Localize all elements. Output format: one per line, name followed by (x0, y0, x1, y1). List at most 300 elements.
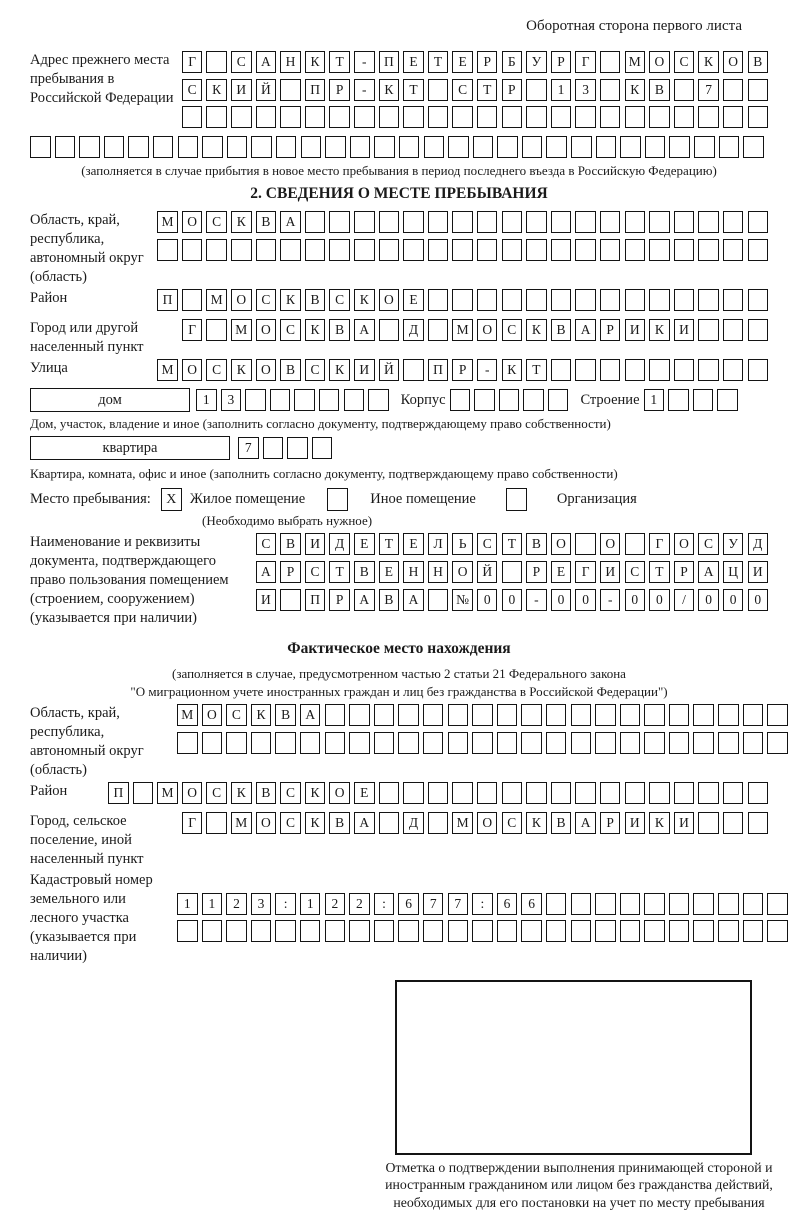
char-cell[interactable] (428, 319, 449, 341)
stay-type-checkbox-organization[interactable] (506, 488, 527, 511)
char-cell[interactable] (522, 136, 543, 158)
char-cell[interactable] (723, 782, 744, 804)
char-cell[interactable]: Р (600, 319, 621, 341)
prev-address-row-3[interactable] (177, 106, 768, 128)
char-cell[interactable] (674, 782, 695, 804)
char-cell[interactable]: В (256, 782, 277, 804)
char-cell[interactable]: О (231, 289, 252, 311)
char-cell[interactable]: : (374, 893, 395, 915)
char-cell[interactable] (403, 239, 424, 261)
char-cell[interactable] (644, 704, 665, 726)
char-cell[interactable]: Й (256, 79, 277, 101)
char-cell[interactable] (625, 533, 646, 555)
char-cell[interactable] (329, 211, 350, 233)
char-cell[interactable]: К (625, 79, 646, 101)
char-cell[interactable] (325, 732, 346, 754)
char-cell[interactable] (206, 106, 227, 128)
char-cell[interactable]: К (526, 319, 547, 341)
char-cell[interactable]: 0 (698, 589, 719, 611)
char-cell[interactable]: В (551, 812, 572, 834)
char-cell[interactable] (398, 704, 419, 726)
char-cell[interactable] (521, 704, 542, 726)
char-cell[interactable]: С (698, 533, 719, 555)
char-cell[interactable]: Т (649, 561, 670, 583)
char-cell[interactable] (251, 136, 272, 158)
char-cell[interactable] (499, 389, 520, 411)
char-cell[interactable] (452, 239, 473, 261)
stay-type-checkbox-other-premises[interactable] (327, 488, 348, 511)
char-cell[interactable]: К (379, 79, 400, 101)
char-cell[interactable] (206, 319, 227, 341)
char-cell[interactable]: 1 (300, 893, 321, 915)
char-cell[interactable] (551, 782, 572, 804)
char-cell[interactable]: М (231, 319, 252, 341)
char-cell[interactable] (718, 920, 739, 942)
char-cell[interactable] (644, 732, 665, 754)
char-cell[interactable]: Р (674, 561, 695, 583)
char-cell[interactable]: О (477, 319, 498, 341)
char-cell[interactable] (428, 106, 449, 128)
char-cell[interactable]: М (625, 51, 646, 73)
char-cell[interactable] (723, 289, 744, 311)
house-number-row[interactable] (196, 389, 389, 411)
char-cell[interactable]: М (206, 289, 227, 311)
char-cell[interactable]: О (256, 319, 277, 341)
char-cell[interactable] (718, 732, 739, 754)
char-cell[interactable] (693, 704, 714, 726)
char-cell[interactable] (748, 289, 769, 311)
char-cell[interactable]: 2 (349, 893, 370, 915)
char-cell[interactable] (521, 920, 542, 942)
char-cell[interactable] (403, 359, 424, 381)
char-cell[interactable] (625, 782, 646, 804)
char-cell[interactable] (256, 106, 277, 128)
char-cell[interactable] (723, 319, 744, 341)
char-cell[interactable] (649, 239, 670, 261)
char-cell[interactable]: Е (452, 51, 473, 73)
char-cell[interactable]: 2 (226, 893, 247, 915)
char-cell[interactable]: П (108, 782, 129, 804)
char-cell[interactable]: О (723, 51, 744, 73)
char-cell[interactable]: В (280, 359, 301, 381)
char-cell[interactable] (349, 704, 370, 726)
char-cell[interactable] (502, 106, 523, 128)
char-cell[interactable]: М (157, 782, 178, 804)
char-cell[interactable] (206, 51, 227, 73)
char-cell[interactable]: С (206, 359, 227, 381)
char-cell[interactable] (546, 920, 567, 942)
char-cell[interactable]: 7 (448, 893, 469, 915)
char-cell[interactable] (428, 239, 449, 261)
char-cell[interactable] (767, 920, 788, 942)
char-cell[interactable] (300, 920, 321, 942)
char-cell[interactable]: С (625, 561, 646, 583)
char-cell[interactable] (575, 533, 596, 555)
char-cell[interactable] (448, 704, 469, 726)
char-cell[interactable] (649, 289, 670, 311)
char-cell[interactable] (276, 136, 297, 158)
char-cell[interactable] (153, 136, 174, 158)
char-cell[interactable]: - (354, 79, 375, 101)
city-row[interactable] (177, 319, 768, 341)
char-cell[interactable]: М (452, 812, 473, 834)
char-cell[interactable] (596, 136, 617, 158)
char-cell[interactable] (79, 136, 100, 158)
char-cell[interactable] (305, 211, 326, 233)
actual-city-row[interactable] (177, 812, 768, 834)
char-cell[interactable] (526, 289, 547, 311)
char-cell[interactable]: К (305, 782, 326, 804)
char-cell[interactable] (620, 920, 641, 942)
char-cell[interactable]: К (231, 359, 252, 381)
char-cell[interactable] (645, 136, 666, 158)
char-cell[interactable] (379, 106, 400, 128)
char-cell[interactable]: В (305, 289, 326, 311)
char-cell[interactable]: П (379, 51, 400, 73)
char-cell[interactable]: Т (502, 533, 523, 555)
char-cell[interactable] (424, 136, 445, 158)
char-cell[interactable]: Й (477, 561, 498, 583)
char-cell[interactable] (723, 211, 744, 233)
prev-address-row-1[interactable] (177, 51, 768, 73)
char-cell[interactable] (280, 106, 301, 128)
char-cell[interactable]: С (674, 51, 695, 73)
char-cell[interactable]: Е (354, 782, 375, 804)
char-cell[interactable] (280, 239, 301, 261)
char-cell[interactable] (477, 211, 498, 233)
char-cell[interactable] (521, 732, 542, 754)
char-cell[interactable] (669, 732, 690, 754)
char-cell[interactable] (477, 239, 498, 261)
char-cell[interactable]: Г (182, 319, 203, 341)
char-cell[interactable]: О (452, 561, 473, 583)
char-cell[interactable]: : (275, 893, 296, 915)
char-cell[interactable] (231, 106, 252, 128)
char-cell[interactable]: 7 (238, 437, 259, 459)
char-cell[interactable]: Е (379, 561, 400, 583)
char-cell[interactable] (625, 239, 646, 261)
char-cell[interactable]: 6 (497, 893, 518, 915)
char-cell[interactable]: Р (477, 51, 498, 73)
char-cell[interactable] (349, 732, 370, 754)
char-cell[interactable] (595, 732, 616, 754)
char-cell[interactable]: Е (403, 289, 424, 311)
char-cell[interactable] (723, 812, 744, 834)
char-cell[interactable]: Р (600, 812, 621, 834)
char-cell[interactable] (428, 211, 449, 233)
char-cell[interactable] (674, 239, 695, 261)
char-cell[interactable] (526, 79, 547, 101)
char-cell[interactable] (575, 782, 596, 804)
char-cell[interactable] (551, 106, 572, 128)
char-cell[interactable] (231, 239, 252, 261)
char-cell[interactable] (669, 920, 690, 942)
char-cell[interactable] (301, 136, 322, 158)
char-cell[interactable]: Г (575, 51, 596, 73)
char-cell[interactable] (748, 239, 769, 261)
char-cell[interactable] (600, 239, 621, 261)
char-cell[interactable] (502, 211, 523, 233)
char-cell[interactable]: С (452, 79, 473, 101)
char-cell[interactable] (428, 289, 449, 311)
char-cell[interactable] (452, 782, 473, 804)
char-cell[interactable] (620, 732, 641, 754)
char-cell[interactable] (305, 239, 326, 261)
char-cell[interactable] (748, 106, 769, 128)
char-cell[interactable]: № (452, 589, 473, 611)
char-cell[interactable]: М (452, 319, 473, 341)
char-cell[interactable] (546, 893, 567, 915)
char-cell[interactable]: О (649, 51, 670, 73)
char-cell[interactable]: К (231, 211, 252, 233)
char-cell[interactable]: В (649, 79, 670, 101)
char-cell[interactable]: В (329, 812, 350, 834)
char-cell[interactable]: И (600, 561, 621, 583)
char-cell[interactable]: С (280, 782, 301, 804)
char-cell[interactable]: А (300, 704, 321, 726)
char-cell[interactable]: И (231, 79, 252, 101)
char-cell[interactable]: А (403, 589, 424, 611)
char-cell[interactable] (379, 239, 400, 261)
char-cell[interactable]: В (354, 561, 375, 583)
char-cell[interactable]: Р (551, 51, 572, 73)
char-cell[interactable] (474, 389, 495, 411)
char-cell[interactable] (698, 211, 719, 233)
char-cell[interactable] (600, 211, 621, 233)
char-cell[interactable] (668, 389, 689, 411)
char-cell[interactable] (251, 920, 272, 942)
char-cell[interactable] (551, 289, 572, 311)
char-cell[interactable] (398, 732, 419, 754)
char-cell[interactable] (319, 389, 340, 411)
char-cell[interactable] (329, 239, 350, 261)
char-cell[interactable] (748, 812, 769, 834)
cadastral-row-1[interactable] (177, 893, 788, 915)
char-cell[interactable] (723, 79, 744, 101)
char-cell[interactable]: А (698, 561, 719, 583)
char-cell[interactable]: К (649, 812, 670, 834)
char-cell[interactable]: Т (526, 359, 547, 381)
char-cell[interactable]: Р (329, 79, 350, 101)
char-cell[interactable]: К (329, 359, 350, 381)
char-cell[interactable] (300, 732, 321, 754)
char-cell[interactable] (767, 732, 788, 754)
char-cell[interactable] (177, 732, 198, 754)
char-cell[interactable]: Е (403, 51, 424, 73)
char-cell[interactable] (128, 136, 149, 158)
char-cell[interactable]: Т (329, 561, 350, 583)
char-cell[interactable] (379, 211, 400, 233)
char-cell[interactable]: 6 (521, 893, 542, 915)
char-cell[interactable]: П (428, 359, 449, 381)
char-cell[interactable]: А (256, 561, 277, 583)
char-cell[interactable]: 2 (325, 893, 346, 915)
char-cell[interactable]: Т (329, 51, 350, 73)
char-cell[interactable] (226, 920, 247, 942)
char-cell[interactable] (251, 732, 272, 754)
char-cell[interactable]: И (674, 812, 695, 834)
char-cell[interactable] (719, 136, 740, 158)
char-cell[interactable] (620, 136, 641, 158)
char-cell[interactable] (206, 239, 227, 261)
char-cell[interactable] (551, 359, 572, 381)
char-cell[interactable]: В (551, 319, 572, 341)
apartment-type-box[interactable]: квартира (30, 436, 230, 460)
char-cell[interactable]: Н (428, 561, 449, 583)
char-cell[interactable]: К (305, 51, 326, 73)
char-cell[interactable] (698, 239, 719, 261)
char-cell[interactable] (256, 239, 277, 261)
char-cell[interactable] (571, 920, 592, 942)
char-cell[interactable] (428, 79, 449, 101)
char-cell[interactable] (625, 359, 646, 381)
char-cell[interactable]: 7 (698, 79, 719, 101)
char-cell[interactable] (693, 732, 714, 754)
document-row-3[interactable] (248, 589, 768, 611)
char-cell[interactable] (748, 359, 769, 381)
char-cell[interactable] (743, 732, 764, 754)
char-cell[interactable]: 0 (551, 589, 572, 611)
char-cell[interactable]: - (526, 589, 547, 611)
char-cell[interactable]: О (477, 812, 498, 834)
char-cell[interactable] (649, 106, 670, 128)
char-cell[interactable]: А (280, 211, 301, 233)
char-cell[interactable]: Г (649, 533, 670, 555)
char-cell[interactable] (477, 782, 498, 804)
char-cell[interactable] (30, 136, 51, 158)
char-cell[interactable]: Т (403, 79, 424, 101)
char-cell[interactable]: А (354, 319, 375, 341)
char-cell[interactable] (403, 211, 424, 233)
char-cell[interactable]: К (251, 704, 272, 726)
char-cell[interactable]: Р (452, 359, 473, 381)
char-cell[interactable] (275, 920, 296, 942)
char-cell[interactable] (452, 211, 473, 233)
char-cell[interactable] (502, 782, 523, 804)
char-cell[interactable]: 0 (477, 589, 498, 611)
char-cell[interactable] (649, 782, 670, 804)
char-cell[interactable]: О (256, 812, 277, 834)
char-cell[interactable] (379, 782, 400, 804)
char-cell[interactable]: - (354, 51, 375, 73)
cadastral-row-2[interactable] (177, 920, 788, 942)
char-cell[interactable] (649, 359, 670, 381)
char-cell[interactable] (767, 893, 788, 915)
char-cell[interactable] (717, 389, 738, 411)
char-cell[interactable]: 0 (575, 589, 596, 611)
char-cell[interactable]: П (157, 289, 178, 311)
char-cell[interactable] (748, 211, 769, 233)
char-cell[interactable] (743, 920, 764, 942)
char-cell[interactable] (674, 106, 695, 128)
char-cell[interactable] (368, 389, 389, 411)
char-cell[interactable]: Р (526, 561, 547, 583)
actual-region-row-2[interactable] (177, 732, 788, 754)
char-cell[interactable]: О (182, 782, 203, 804)
char-cell[interactable] (649, 211, 670, 233)
char-cell[interactable] (477, 289, 498, 311)
char-cell[interactable] (743, 136, 764, 158)
char-cell[interactable] (325, 704, 346, 726)
char-cell[interactable] (472, 704, 493, 726)
char-cell[interactable]: И (305, 533, 326, 555)
char-cell[interactable]: Р (502, 79, 523, 101)
char-cell[interactable] (698, 359, 719, 381)
char-cell[interactable] (526, 782, 547, 804)
char-cell[interactable] (227, 136, 248, 158)
char-cell[interactable]: С (477, 533, 498, 555)
char-cell[interactable] (595, 893, 616, 915)
char-cell[interactable]: В (526, 533, 547, 555)
char-cell[interactable] (275, 732, 296, 754)
char-cell[interactable] (202, 920, 223, 942)
apartment-number-row[interactable] (238, 437, 332, 459)
char-cell[interactable] (55, 136, 76, 158)
char-cell[interactable] (423, 920, 444, 942)
char-cell[interactable] (423, 732, 444, 754)
char-cell[interactable]: В (379, 589, 400, 611)
char-cell[interactable] (226, 732, 247, 754)
char-cell[interactable] (595, 920, 616, 942)
char-cell[interactable]: С (502, 812, 523, 834)
char-cell[interactable] (428, 782, 449, 804)
char-cell[interactable] (575, 211, 596, 233)
char-cell[interactable] (674, 289, 695, 311)
char-cell[interactable]: 0 (649, 589, 670, 611)
char-cell[interactable] (600, 79, 621, 101)
char-cell[interactable] (575, 239, 596, 261)
char-cell[interactable]: К (231, 782, 252, 804)
char-cell[interactable] (526, 211, 547, 233)
char-cell[interactable] (625, 106, 646, 128)
char-cell[interactable]: Г (182, 812, 203, 834)
char-cell[interactable] (448, 732, 469, 754)
char-cell[interactable] (526, 239, 547, 261)
char-cell[interactable] (473, 136, 494, 158)
char-cell[interactable]: В (275, 704, 296, 726)
char-cell[interactable] (497, 732, 518, 754)
char-cell[interactable] (748, 319, 769, 341)
stay-type-checkbox-residential[interactable]: X (161, 488, 182, 511)
char-cell[interactable]: О (182, 211, 203, 233)
char-cell[interactable]: А (575, 812, 596, 834)
char-cell[interactable] (202, 732, 223, 754)
char-cell[interactable] (723, 359, 744, 381)
char-cell[interactable]: О (329, 782, 350, 804)
char-cell[interactable]: Ь (452, 533, 473, 555)
char-cell[interactable] (502, 561, 523, 583)
actual-region-row-1[interactable] (177, 704, 788, 726)
char-cell[interactable]: 0 (625, 589, 646, 611)
char-cell[interactable] (600, 106, 621, 128)
char-cell[interactable] (182, 239, 203, 261)
char-cell[interactable] (674, 359, 695, 381)
char-cell[interactable]: И (625, 812, 646, 834)
house-type-box[interactable]: дом (30, 388, 190, 412)
char-cell[interactable] (546, 704, 567, 726)
char-cell[interactable] (698, 319, 719, 341)
char-cell[interactable]: С (226, 704, 247, 726)
char-cell[interactable]: К (502, 359, 523, 381)
char-cell[interactable] (693, 920, 714, 942)
char-cell[interactable]: А (354, 812, 375, 834)
char-cell[interactable] (600, 289, 621, 311)
char-cell[interactable]: М (157, 211, 178, 233)
char-cell[interactable]: - (477, 359, 498, 381)
char-cell[interactable] (450, 389, 471, 411)
char-cell[interactable]: 1 (202, 893, 223, 915)
char-cell[interactable] (694, 136, 715, 158)
